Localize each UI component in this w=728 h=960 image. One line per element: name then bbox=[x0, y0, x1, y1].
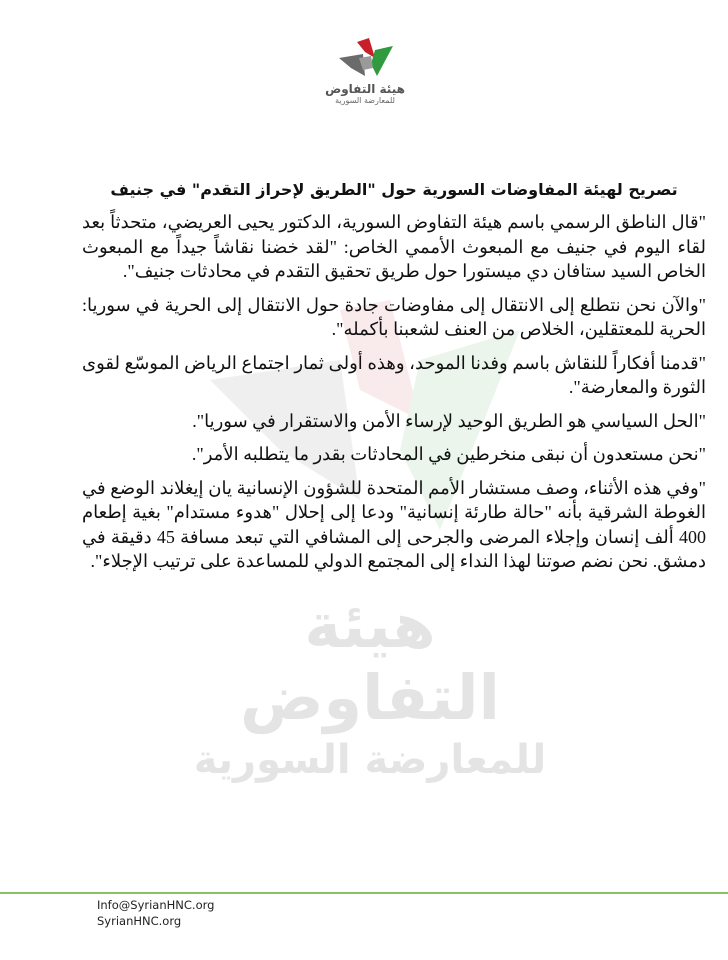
paragraph: "والآن نحن نتطلع إلى الانتقال إلى مفاوضات جادة حول الانتقال إلى الحرية في سوريا: الحرية للمعتقلين، الخلاص من العنف لشعبنا بأكمله". bbox=[82, 294, 707, 339]
paragraph: "نحن مستعدون أن نبقى منخرطين في المحادثات بقدر ما يتطلبه الأمر". bbox=[191, 444, 706, 464]
footer bbox=[97, 897, 214, 929]
watermark-text: هيئة التفاوض للمعارضة السورية bbox=[193, 589, 547, 783]
footer-website[interactable]: SyrianHNC.org bbox=[97, 914, 182, 928]
hnc-logo: هيئة التفاوض للمعارضة السورية bbox=[325, 36, 405, 112]
footer-email[interactable]: Info@SyrianHNC.org bbox=[97, 898, 215, 912]
paragraph: "وفي هذه الأثناء، وصف مستشار الأمم المتحدة للشؤون الإنسانية يان إيغلاند الوضع في الغوطة الشرقية بأنه "حالة طارئة إنسانية" ودعا إلى إحلال "هدوء مستدام" بغية إطعام 400 ألف إنسان وإجلاء المرضى والجرحى إلى المشافي التي تبعد مسافة 45 دقيقة في دمشق. نحن نضم صوتنا لهذا النداء إلى المجتمع الدولي للمساعدة على ترتيب الإجلاء". bbox=[82, 477, 707, 571]
paragraph: "قدمنا أفكاراً للنقاش باسم وفدنا الموحد، وهذه أولى ثمار اجتماع الرياض الموسّع لقوى الثورة والمعارضة". bbox=[82, 352, 706, 397]
statement-title: تصريح لهيئة المفاوضات السورية حول "الطريق لإحراز التقدم" في جنيف bbox=[110, 180, 678, 199]
footer-divider bbox=[0, 892, 728, 894]
statement-body bbox=[82, 178, 706, 583]
paragraph: "الحل السياسي هو الطريق الوحيد لإرساء الأمن والاستقرار في سوريا". bbox=[192, 410, 706, 431]
paragraph: "قال الناطق الرسمي باسم هيئة التفاوض السورية، الدكتور يحيى العريضي، متحدثاً بعد لقاء اليوم في جنيف مع المبعوث الأممي الخاص: "لقد خضنا نقاشاً جيداً مع المبعوث الخاص السيد ستافان دي ميستورا حول طريق تحقيق التقدم في محادثات جنيف". bbox=[82, 212, 706, 281]
star-logo-icon bbox=[335, 36, 395, 82]
